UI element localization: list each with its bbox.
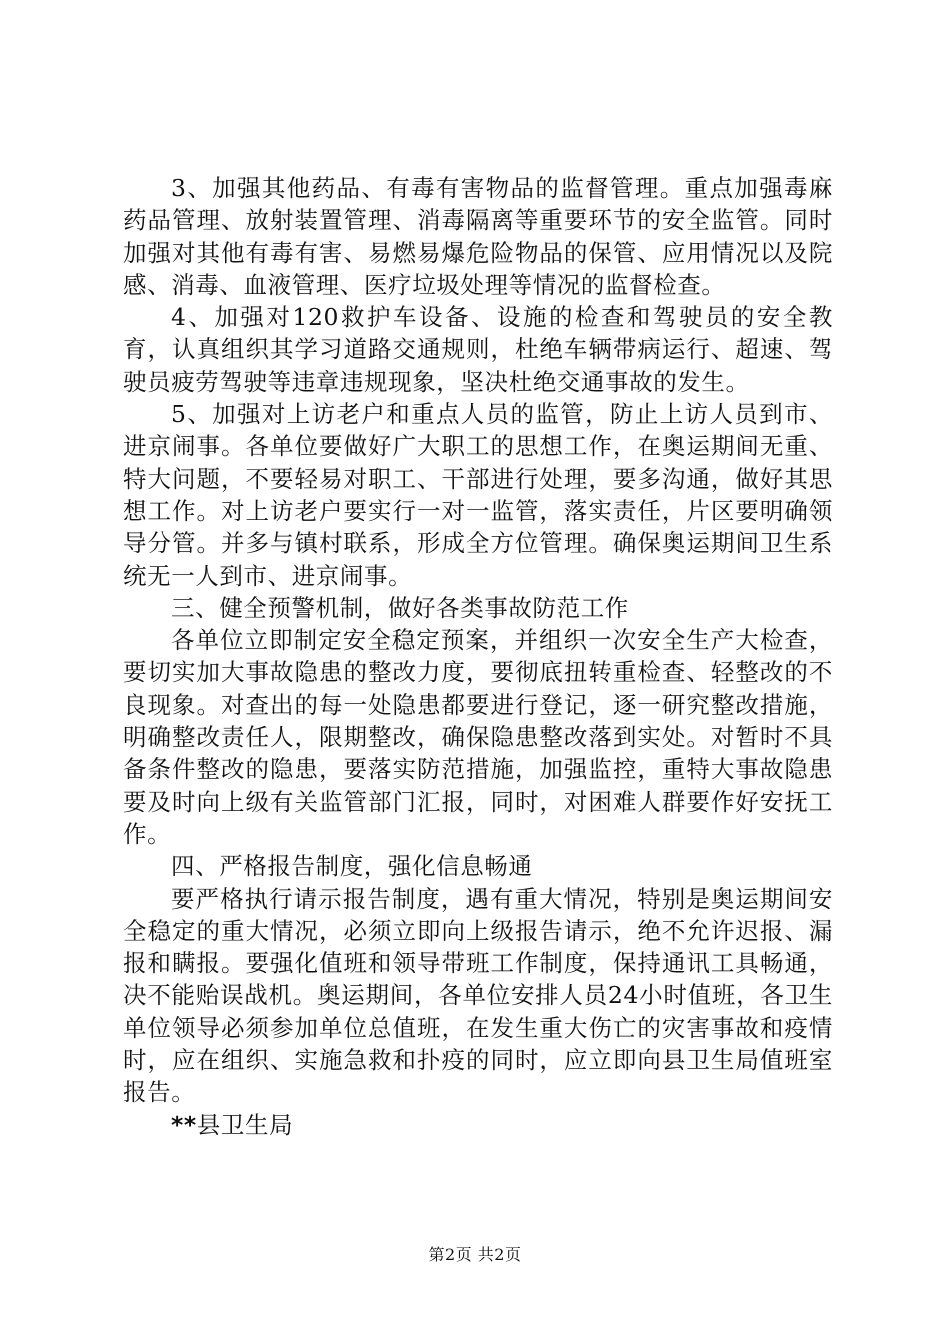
signature-org: 县卫生局 — [196, 1110, 294, 1139]
paragraph-item-3: 3、加强其他药品、有毒有害物品的监督管理。重点加强毒麻药品管理、放射装置管理、消毒隔离等重要环节的安全监管。同时加强对其他有毒有害、易燃易爆危险物品的保管、应用情况以及院感、消毒、血液管理、医疗垃圾处理等情况的监督检查。 — [123, 174, 833, 299]
document-body — [123, 172, 833, 1141]
page-footer: 第2页 共2页 — [428, 1245, 522, 1264]
section-body-3: 各单位立即制定安全稳定预案，并组织一次安全生产大检查，要切实加大事故隐患的整改力度，要彻底扭转重检查、轻整改的不良现象。对查出的每一处隐患都要进行登记，逐一研究整改措施，明确整改责任人，限期整改，确保隐患整改落到实处。对暂时不具备条件整改的隐患，要落实防范措施，加强监控，重特大事故隐患要及时向上级有关监管部门汇报，同时，对困难人群要作好安抚工作。 — [123, 626, 833, 848]
section-body-4: 要严格执行请示报告制度，遇有重大情况，特别是奥运期间安全稳定的重大情况，必须立即向上级报告请示，绝不允许迟报、漏报和瞒报。要强化值班和领导带班工作制度，保持通讯工具畅通，决不能贻误战机。奥运期间，各单位安排人员24小时值班，各卫生单位领导必须参加单位总值班，在发生重大伤亡的灾害事故和疫情时，应在组织、实施急救和扑疫的同时，应立即向县卫生局值班室报告。 — [123, 884, 833, 1107]
paragraph-item-4: 4、加强对120救护车设备、设施的检查和驾驶员的安全教育，认真组织其学习道路交通规则，杜绝车辆带病运行、超速、驾驶员疲劳驾驶等违章违规现象，坚决杜绝交通事故的发生。 — [123, 303, 833, 396]
signature — [123, 1109, 833, 1141]
section-heading-3: 三、健全预警机制，做好各类事故防范工作 — [171, 593, 629, 622]
paragraph-item-5: 5、加强对上访老户和重点人员的监管，防止上访人员到市、进京闹事。各单位要做好广大职工的思想工作，在奥运期间无重、特大问题，不要轻易对职工、干部进行处理，要多沟通，做好其思想工作。对上访老户要实行一对一监管，落实责任，片区要明确领导分管。并多与镇村联系，形成全方位管理。确保奥运期间卫生系统无一人到市、进京闹事。 — [123, 400, 833, 590]
section-heading-4: 四、严格报告制度，强化信息畅通 — [171, 852, 533, 881]
signature-stars: ** — [171, 1110, 197, 1139]
